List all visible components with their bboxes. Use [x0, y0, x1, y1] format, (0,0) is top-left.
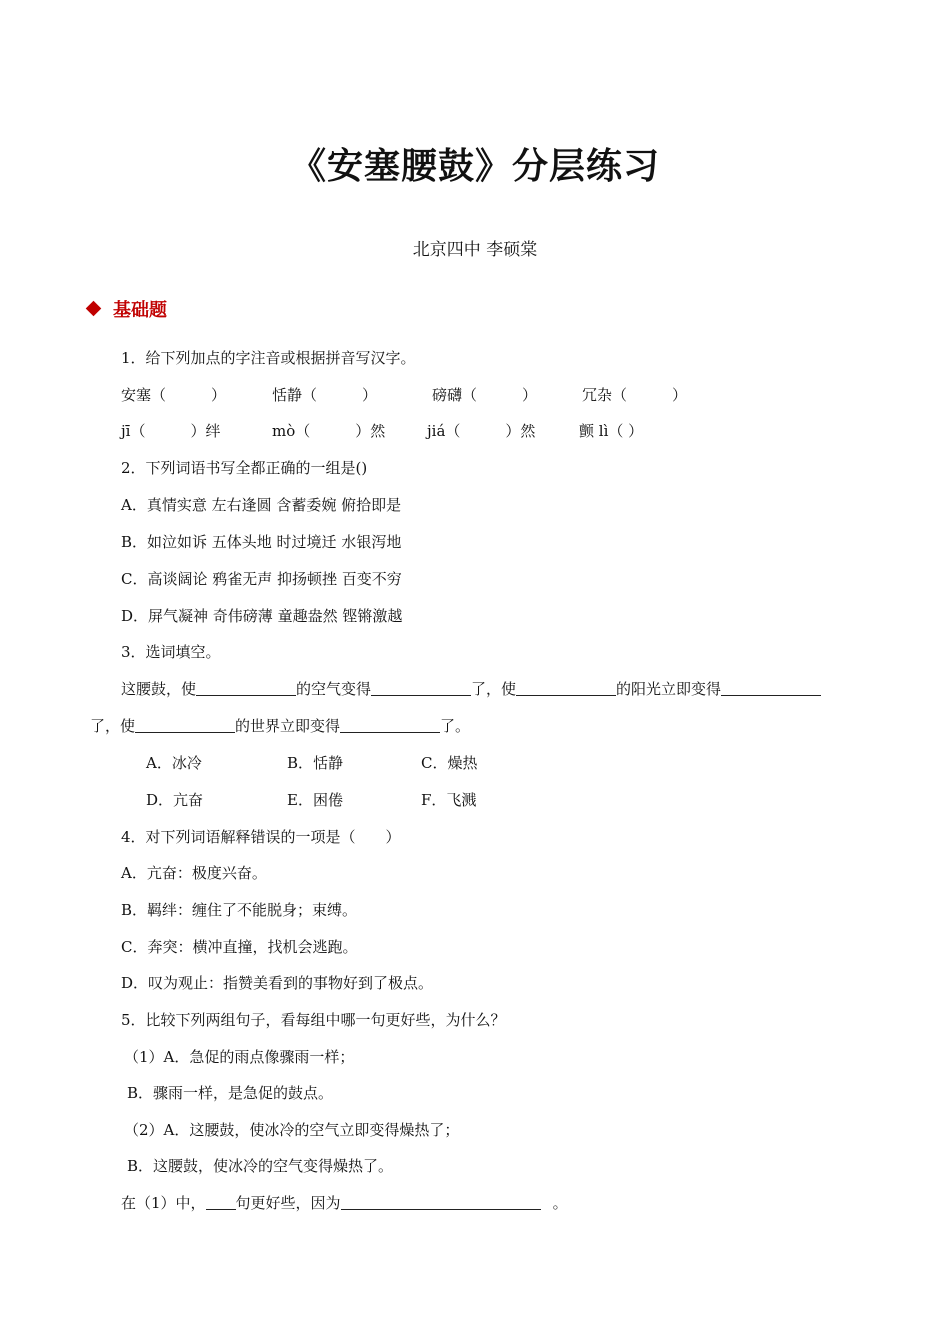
q3-text: 的阳光立即变得	[616, 680, 722, 698]
q4-option-c: C．奔突：横冲直撞，找机会逃跑。	[121, 938, 358, 956]
q2-option-b: B．如泣如诉 五体头地 时过境迁 水银泻地	[121, 533, 402, 551]
q1-row1-item: 冗杂（ ）	[582, 386, 688, 404]
q3-stem: 3．选词填空。	[121, 643, 221, 661]
section-label: 基础题	[113, 300, 167, 321]
fill-blank[interactable]	[206, 1193, 236, 1210]
q2-option-d: D．屏气凝神 奇伟磅薄 童趣盎然 铿锵激越	[121, 607, 403, 625]
q3-text: 了，使	[471, 680, 517, 698]
q2-option-a: A．真情实意 左右逢圆 含蓄委婉 俯拾即是	[121, 496, 402, 514]
q4-option-a: A．亢奋：极度兴奋。	[121, 864, 267, 882]
fill-blank[interactable]	[371, 679, 471, 696]
q1-row2-item: 颤 lì（ ）	[579, 422, 644, 440]
q4-option-d: D．叹为观止：指赞美看到的事物好到了极点。	[121, 974, 434, 992]
q5-answer-text: 句更好些，因为	[235, 1194, 341, 1212]
q3-choice: E．困倦	[287, 791, 343, 809]
q5-sentence: （2）A．这腰鼓，使冰冷的空气立即变得燥热了；	[124, 1121, 460, 1139]
q3-fill-line-1	[121, 679, 821, 699]
q1-row1-item: 磅礴（ ）	[432, 386, 538, 404]
q3-choice: F．飞溅	[421, 791, 477, 809]
q5-sentence: B．骤雨一样，是急促的鼓点。	[127, 1084, 334, 1102]
fill-blank[interactable]	[196, 679, 296, 696]
q1-row2-item: jī（ ）绊	[121, 422, 221, 440]
fill-blank[interactable]	[721, 679, 821, 696]
q3-text: 了。	[440, 717, 471, 735]
q5-sentence: （1）A．急促的雨点像骤雨一样；	[124, 1048, 355, 1066]
q4-option-b: B．羁绊：缠住了不能脱身；束缚。	[121, 901, 358, 919]
fill-blank[interactable]	[135, 716, 235, 733]
q3-text: 这腰鼓，使	[121, 680, 197, 698]
q5-sentence: B．这腰鼓，使冰冷的空气变得燥热了。	[127, 1157, 394, 1175]
page-title: 《安塞腰鼓》分层练习	[289, 145, 660, 187]
q4-stem: 4．对下列词语解释错误的一项是（ ）	[121, 828, 401, 846]
diamond-icon	[86, 301, 102, 317]
q5-answer-text: 。	[552, 1194, 568, 1212]
author-line: 北京四中 李硕棠	[412, 240, 538, 260]
q5-stem: 5．比较下列两组句子，看每组中哪一句更好些，为什么？	[121, 1011, 506, 1029]
q3-choice: C．燥热	[421, 754, 478, 772]
q5-answer-text: 在（1）中，	[121, 1194, 206, 1212]
q2-stem: 2．下列词语书写全都正确的一组是()	[121, 459, 368, 477]
q3-choice: D．亢奋	[146, 791, 204, 809]
q5-answer-line	[121, 1193, 568, 1213]
q3-choice: B．恬静	[287, 754, 344, 772]
fill-blank[interactable]	[516, 679, 616, 696]
q1-row2-item: mò（ ）然	[272, 422, 386, 440]
q3-choice: A．冰冷	[146, 754, 202, 772]
fill-blank[interactable]	[341, 1193, 541, 1210]
q3-text: 的空气变得	[296, 680, 372, 698]
q1-row1-item: 恬静（ ）	[272, 386, 378, 404]
fill-blank[interactable]	[340, 716, 440, 733]
q3-text: 的世界立即变得	[235, 717, 341, 735]
q1-row2-item: jiá（ ）然	[427, 422, 536, 440]
section-heading	[88, 296, 167, 322]
q1-row1-item: 安塞（ ）	[121, 386, 227, 404]
q3-fill-line-2	[90, 716, 470, 736]
q1-stem: 1．给下列加点的字注音或根据拼音写汉字。	[121, 349, 416, 367]
q3-text: 了，使	[90, 717, 136, 735]
q2-option-c: C．高谈阔论 鸦雀无声 抑扬顿挫 百变不穷	[121, 570, 402, 588]
